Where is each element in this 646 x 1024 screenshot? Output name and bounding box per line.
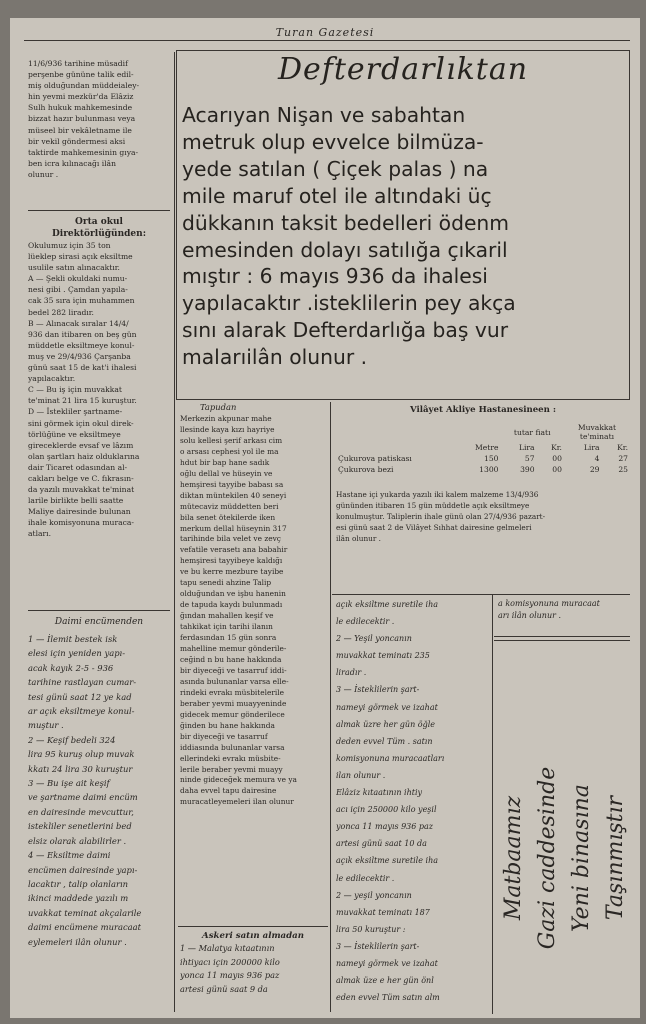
text-line: bizzat hazır bulunması veya xyxy=(28,114,136,124)
text-line: cakları belge ve C. fıkrasın- xyxy=(28,473,134,483)
text-line: C — Bu iş için muvakkat xyxy=(28,385,122,395)
text-line: Okulumuz için 35 ton xyxy=(28,241,111,250)
text-line: komisyonuna muracaatları xyxy=(336,753,445,763)
text-line: yonca 11 mayıs 936 paz xyxy=(180,970,280,981)
text-line: 2 — yeşil yoncanın xyxy=(336,890,412,900)
askeri-continued xyxy=(336,596,488,1012)
matbaa-line2: Gazi caddesinde xyxy=(535,766,560,950)
text-line: ve şartname daimi encüm xyxy=(28,792,138,803)
text-line: Sulh hukuk mahkemesinde xyxy=(28,103,133,113)
text-line: acak kayık 2-5 - 936 xyxy=(28,662,114,673)
text-line: acı için 250000 kilo yeşil xyxy=(336,805,437,815)
text-line: ihale komisyonuna muraca- xyxy=(28,518,134,528)
col-lira2: Lira xyxy=(583,443,600,452)
text-line: kkatı 24 lira 30 kuruştur xyxy=(28,763,133,774)
tapudan-body xyxy=(180,414,326,808)
text-line: 11/6/936 tarihine müsadif xyxy=(28,59,128,68)
askeri-end xyxy=(498,598,632,638)
text-line: ceğind n bu hane hakkında xyxy=(180,654,282,664)
divider xyxy=(178,926,328,927)
text-line: emesinden dolayı satılığa çıkaril xyxy=(182,237,508,262)
text-line: metruk olup evvelce bilmüza- xyxy=(182,129,484,154)
text-line: bir diyeceği ve tasarruf xyxy=(180,731,268,741)
text-line: günü saat 15 de kat'i ihalesi xyxy=(28,363,137,373)
text-line: Elâziz kıtaatının ihtiy xyxy=(336,788,423,798)
text-line: muracatleyemeleri ilan olunur xyxy=(180,797,294,807)
text-line: liradır . xyxy=(336,668,367,678)
text-line: Acarıyan Nişan ve sabahtan xyxy=(182,103,466,127)
col-lira: Lira xyxy=(518,443,535,452)
text-line: merkum dellal hüseynin 317 xyxy=(180,523,287,533)
text-line: elsiz olarak alabilirler . xyxy=(28,835,127,846)
text-line: vefatile verasetı ana babahir xyxy=(180,545,288,555)
text-line: lacaktır , talip olanların xyxy=(28,878,129,889)
text-line: ellerindeki evrakı müsbite- xyxy=(180,753,281,763)
text-line: perşenbe gününe talik edil- xyxy=(28,70,134,80)
text-line: müseel bir vekâletname ile xyxy=(28,125,132,135)
table-row: Çukurova patiskası 150 57 00 4 27 xyxy=(338,454,628,463)
text-line: artesi günü saat 9 da xyxy=(180,983,268,994)
text-line: eden evvel Tüm satın alm xyxy=(336,993,440,1003)
text-line: bedel 282 liradır. xyxy=(28,307,94,317)
newspaper-page xyxy=(10,18,640,1018)
text-line: uvakkat teminat akçalarile xyxy=(28,907,142,918)
text-line: bir diyeceği ve tasarruf iddi- xyxy=(180,665,287,675)
defterdarlik-body xyxy=(182,102,622,371)
text-line: yonca 11 mayıs 936 paz xyxy=(336,822,434,832)
text-line: 3 — İsteklilerin şart- xyxy=(336,685,420,695)
text-line: beraber yevmi muayyeninde xyxy=(180,698,287,708)
text-line: 2 — Yeşil yoncanın xyxy=(336,634,412,644)
text-line: tapu senedi ahzine Talip xyxy=(180,578,272,588)
orta-okul-subtitle: Direktörlüğünden: xyxy=(51,229,147,239)
text-line: dükkanın taksit bedelleri ödenm xyxy=(182,210,510,235)
divider xyxy=(494,636,630,637)
text-line: B — Alınacak sıralar 14/4/ xyxy=(28,318,129,328)
text-line: ğinden bu hane hakkında xyxy=(180,720,275,730)
text-line: 936 dan itibaren on beş gün xyxy=(28,329,137,339)
text-line: solu kellesi şerif arkası cim xyxy=(180,435,283,445)
text-line: yapılacaktır. xyxy=(28,374,76,384)
text-line: nameyi görmek ve izahat xyxy=(336,702,438,712)
text-line: le edilecektir . xyxy=(336,873,395,883)
divider xyxy=(28,610,170,611)
col-kr2: Kr. xyxy=(617,443,628,452)
text-line: hemşiresi tayyibe babası sa xyxy=(180,479,284,489)
masthead-rule xyxy=(24,40,630,41)
text-line: deden evvel Tüm . satın xyxy=(336,736,433,746)
matbaa-line1: Matbaamız xyxy=(501,795,526,921)
text-line: mile maruf otel ile altındaki üç xyxy=(182,183,492,208)
text-line: olduğundan ve işbu hanenin xyxy=(180,589,286,599)
text-line: daimi encümene muracaat xyxy=(28,922,142,933)
text-line: a komisyonuna muracaat xyxy=(498,599,600,608)
text-line: lira 95 kuruş olup muvak xyxy=(28,749,135,760)
text-line: muş ve 29/4/936 Çarşanba xyxy=(28,351,131,361)
text-line: ninde gideceğek memura ve ya xyxy=(180,775,297,785)
daimi-body xyxy=(28,632,170,949)
text-line: törlüğüne ve eksiltmeye xyxy=(28,429,121,439)
text-line: istekliler senetlerini bed xyxy=(28,821,132,832)
text-line: lerile beraber yevmi muayy xyxy=(180,764,283,774)
text-line: miş olduğundan müddeialey- xyxy=(28,81,140,91)
text-line: muvakkat teminatı 235 xyxy=(336,651,430,661)
text-line: sini görmek için okul direk- xyxy=(28,418,134,428)
text-line: tarihine rastlayan cumar- xyxy=(28,677,137,688)
text-line: muştur . xyxy=(28,720,64,731)
text-line: ar açık eksiltmeye konul- xyxy=(28,706,135,717)
divider xyxy=(494,640,630,641)
vilayet-note xyxy=(336,489,630,544)
text-line: Merkezin akpunar mahe xyxy=(180,414,272,423)
defterdarlik-title: Defterdarlıktan xyxy=(277,52,529,87)
tapudan-notice xyxy=(180,402,326,922)
text-line: oğlu dellal ve hüseyin ve xyxy=(180,468,273,478)
court-notice-lines xyxy=(28,58,170,180)
text-line: 3 — İsteklilerin şart- xyxy=(336,941,420,951)
text-line: o arsası cephesi yol ile ma xyxy=(180,446,279,456)
table-row: Çukurova bezi 1300 390 00 29 25 xyxy=(338,465,628,474)
column-rule xyxy=(174,52,175,1012)
text-line: gireceklerde evsaf ve lâzım xyxy=(28,440,134,450)
text-line: lira 50 kuruştur : xyxy=(336,924,406,934)
text-line: A — Şekli okuldaki numu- xyxy=(28,274,128,284)
orta-okul-notice xyxy=(28,216,170,610)
col-metre: Metre xyxy=(475,443,499,452)
text-line: en dairesinde mevcuttur, xyxy=(28,806,134,817)
text-line: D — İstekliler şartname- xyxy=(28,407,123,417)
daimi-title: Daimi encümenden xyxy=(54,617,144,627)
text-line: bila senet ötekilerde iken xyxy=(180,512,276,522)
col-teminati: te'minatı xyxy=(579,432,615,441)
text-line: Hastane içi yukarda yazılı iki kalem malzeme 13/4/936 xyxy=(336,490,539,499)
text-line: ğından mahallen keşif ve xyxy=(180,611,274,621)
text-line: encümen dairesinde yapı- xyxy=(28,864,138,875)
text-line: tesi günü saat 12 ye kad xyxy=(28,691,132,702)
text-line: ben icra kılınacağı ilân xyxy=(28,158,116,168)
text-line: açık eksiltme suretile iha xyxy=(336,600,438,609)
divider xyxy=(332,594,630,595)
text-line: esi günü saat 2 de Vilâyet Sıhhat dairesine gelmeleri xyxy=(336,523,532,532)
text-line: yede satılan ( Çiçek palas ) na xyxy=(182,156,489,181)
text-line: ilan olunur . xyxy=(336,770,386,780)
text-line: 2 — Keşif bedeli 324 xyxy=(28,734,116,745)
text-line: iddiasında bulunanlar varsa xyxy=(180,742,285,752)
text-line: cak 35 sıra için muhammen xyxy=(28,296,135,306)
text-line: mahelline memur gönderile- xyxy=(180,644,287,654)
text-line: de tapuda kaydı bulunmadı xyxy=(180,600,283,610)
matbaa-announcement xyxy=(490,698,640,1018)
text-line: malarıilân olunur . xyxy=(182,345,368,370)
text-line: hin yevmi mezkür'da Elâziz xyxy=(28,92,134,102)
court-notice xyxy=(28,58,170,208)
text-line: ilân olunur . xyxy=(336,534,381,543)
text-line: açık eksiltme suretile iha xyxy=(336,856,438,866)
text-line: gününden itibaren 15 gün müddetle açık eksiltmeye xyxy=(336,501,530,510)
col-tutar: tutar fiatı xyxy=(513,427,551,437)
text-line: 1 — Malatya kıtaatının xyxy=(180,943,275,953)
vilayet-title: Vilâyet Akliye Hastanesineen : xyxy=(409,405,557,415)
text-line: taktirde mahkemesinin gıya- xyxy=(28,147,139,157)
text-line: asında bulunanlar varsa elle- xyxy=(180,676,289,686)
text-line: usulile satın alınacaktır. xyxy=(28,263,120,273)
daimi-encumen-notice xyxy=(28,616,170,1006)
text-line: tarihinde bila velet ve zevç xyxy=(180,534,281,544)
text-line: muvakkat teminatı 187 xyxy=(336,907,430,917)
text-line: daha evvel tapu dairesine xyxy=(180,786,277,796)
text-line: almak üzre her gün öğle xyxy=(336,719,435,729)
divider xyxy=(28,210,170,211)
askeri-notice xyxy=(180,930,326,1010)
text-line: ferdasından 15 gün sonra xyxy=(180,633,277,643)
text-line: llesinde kaya kızı hayriye xyxy=(180,424,275,434)
col-muvakkat: Muvakkat xyxy=(577,423,617,432)
text-line: ve bu kerre mezbure tayibe xyxy=(180,567,284,577)
askeri-title: Askeri satın almadan xyxy=(202,931,304,941)
text-line: mıştır : 6 mayıs 936 da ihalesi xyxy=(182,264,488,289)
text-line: hdut bir bap hane sadık xyxy=(180,457,270,467)
text-line: diktan müntekilen 40 seneyi xyxy=(180,490,287,500)
text-line: nesi gibi . Çamdan yapıla- xyxy=(28,285,128,295)
text-line: olunur . xyxy=(28,169,59,179)
text-line: sını alarak Defterdarlığa baş vur xyxy=(182,318,509,343)
text-line: ihtiyacı için 200000 kilo xyxy=(180,956,280,967)
text-line: tahkikat için tarihi ilanın xyxy=(180,622,273,632)
text-line: dair Ticaret odasından al- xyxy=(28,462,128,472)
text-line: da yazılı muvakkat te'minat xyxy=(28,485,135,495)
orta-okul-title: Orta okul xyxy=(75,217,123,227)
text-line: müddetle eksiltmeye konul- xyxy=(28,340,135,350)
tapudan-title: Tapudan xyxy=(200,402,237,412)
text-line: elesi için yeniden yapı- xyxy=(28,648,126,659)
text-line: 4 — Eksiltme daimi xyxy=(28,850,111,861)
text-line: 3 — Bu işe ait keşif xyxy=(28,778,110,789)
matbaa-line4: Taşınmıştır xyxy=(603,795,628,921)
text-line: yapılacaktır .isteklilerin pey akça xyxy=(182,291,516,316)
text-line: almak üze e her gün önl xyxy=(336,976,434,986)
text-line: te'minat 21 lira 15 kuruştur. xyxy=(28,396,137,406)
text-line: hemşiresi tayyibeye kaldığı xyxy=(180,556,283,566)
text-line: eylemeleri ilân olunur . xyxy=(28,936,127,947)
text-line: lüeklep sirasi açık eksiltme xyxy=(28,252,133,262)
text-line: olan şartları haiz olduklarına xyxy=(28,451,140,461)
text-line: gidecek memur gönderilece xyxy=(180,709,285,719)
text-line: artesi günü saat 10 da xyxy=(336,839,427,849)
text-line: rindeki evrakı müsbitelerile xyxy=(180,687,285,697)
vilayet-notice xyxy=(336,404,630,592)
text-line: atları. xyxy=(28,529,52,539)
text-line: mütecaviz müddetten beri xyxy=(180,501,279,511)
orta-okul-body xyxy=(28,240,170,540)
text-line: larile birlikte belli saatte xyxy=(28,496,124,506)
askeri-body xyxy=(180,942,326,996)
vilayet-table xyxy=(336,422,630,475)
newspaper-masthead: Turan Gazetesi xyxy=(275,26,375,39)
matbaa-line3: Yeni binasına xyxy=(569,784,594,932)
col-kr: Kr. xyxy=(551,443,562,452)
text-line: bir vekil göndermesi aksi xyxy=(28,136,126,146)
text-line: nameyi görmek ve izahat xyxy=(336,958,438,968)
text-line: Maliye dairesinde bulunan xyxy=(28,507,131,517)
text-line: konulmuştur. Taliplerin ihale günü olan 27/4/936 pazart- xyxy=(336,512,546,521)
text-line: arı ilân olunur . xyxy=(498,611,562,620)
text-line: le edilecektir . xyxy=(336,617,395,627)
column-rule xyxy=(330,402,331,1012)
text-line: ikinci maddede yazılı m xyxy=(28,893,129,904)
text-line: 1 — İlemit bestek isk xyxy=(28,634,118,644)
